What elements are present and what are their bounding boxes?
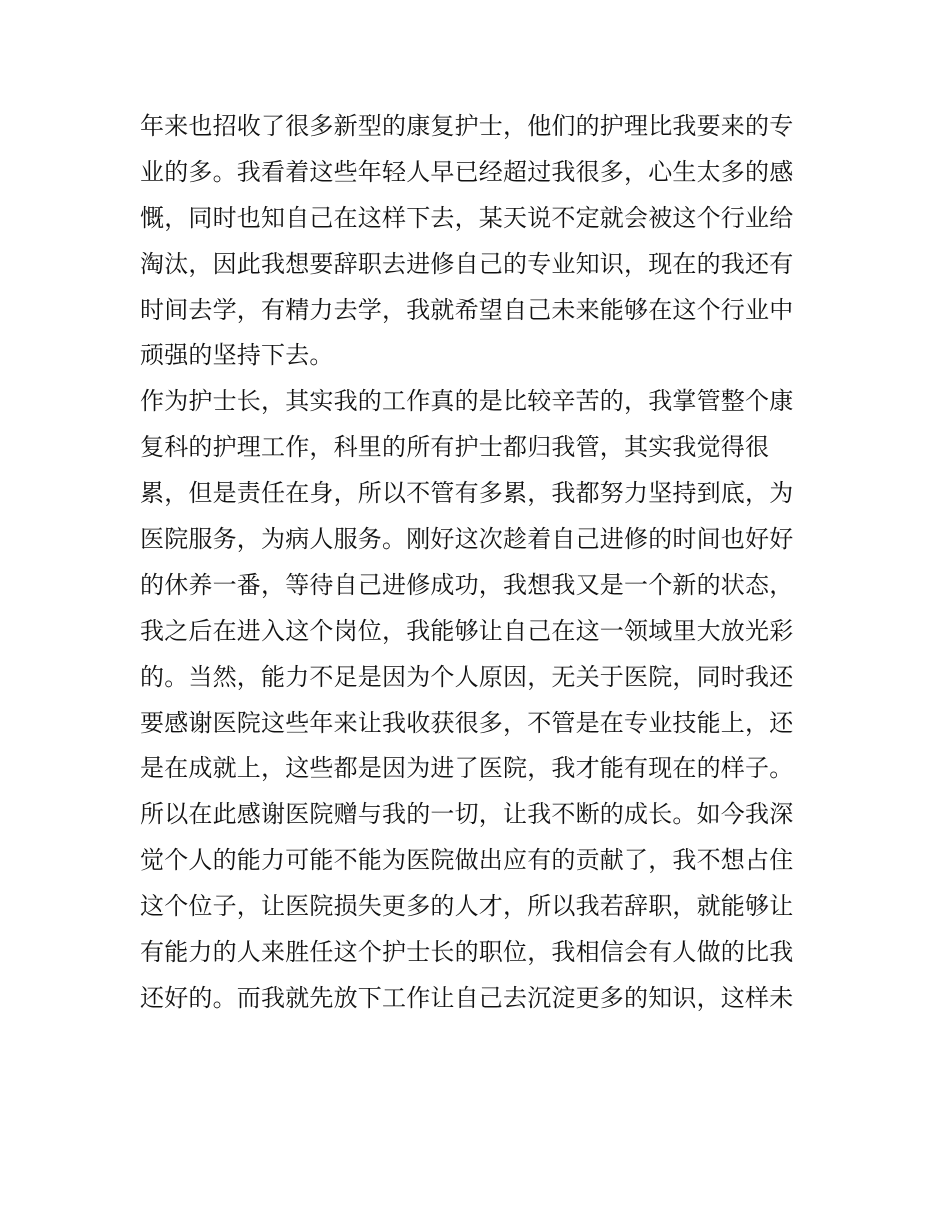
text-line: 业的多。我看着这些年轻人早已经超过我很多，心生太多的感 [140,157,794,186]
text-line: 医院服务，为病人服务。刚好这次趁着自己进修的时间也好好 [140,525,794,554]
text-line: 我之后在进入这个岗位，我能够让自己在这一领域里大放光彩 [140,616,794,645]
text-line: 要感谢医院这些年来让我收获很多，不管是在专业技能上，还 [140,708,794,737]
text-line: 顽强的坚持下去。 [140,341,334,370]
text-line: 是在成就上，这些都是因为进了医院，我才能有现在的样子。 [140,754,794,783]
text-line: 有能力的人来胜任这个护士长的职位，我相信会有人做的比我 [140,938,794,967]
text-line: 所以在此感谢医院赠与我的一切，让我不断的成长。如今我深 [140,800,794,829]
text-line: 复科的护理工作，科里的所有护士都归我管，其实我觉得很 [140,433,770,462]
paragraph-1 [140,104,820,379]
text-line: 觉个人的能力可能不能为医院做出应有的贡献了，我不想占住 [140,846,794,875]
text-line: 年来也招收了很多新型的康复护士，他们的护理比我要来的专 [140,112,794,140]
text-line: 的休养一番，等待自己进修成功，我想我又是一个新的状态， [140,570,794,599]
text-line: 作为护士长，其实我的工作真的是比较辛苦的，我掌管整个康 [140,387,794,416]
text-line: 还好的。而我就先放下工作让自己去沉淀更多的知识，这样未 [140,983,794,1012]
text-line: 慨，同时也知自己在这样下去，某天说不定就会被这个行业给 [140,203,794,232]
text-line: 时间去学，有精力去学，我就希望自己未来能够在这个行业中 [140,295,794,324]
text-line: 的。当然，能力不足是因为个人原因，无关于医院，同时我还 [140,662,794,691]
text-line: 累，但是责任在身，所以不管有多累，我都努力坚持到底，为 [140,479,794,508]
document-body [140,104,820,1022]
text-line: 淘汰，因此我想要辞职去进修自己的专业知识，现在的我还有 [140,249,794,278]
paragraph-2 [140,379,820,1021]
text-line: 这个位子，让医院损失更多的人才，所以我若辞职，就能够让 [140,892,794,921]
